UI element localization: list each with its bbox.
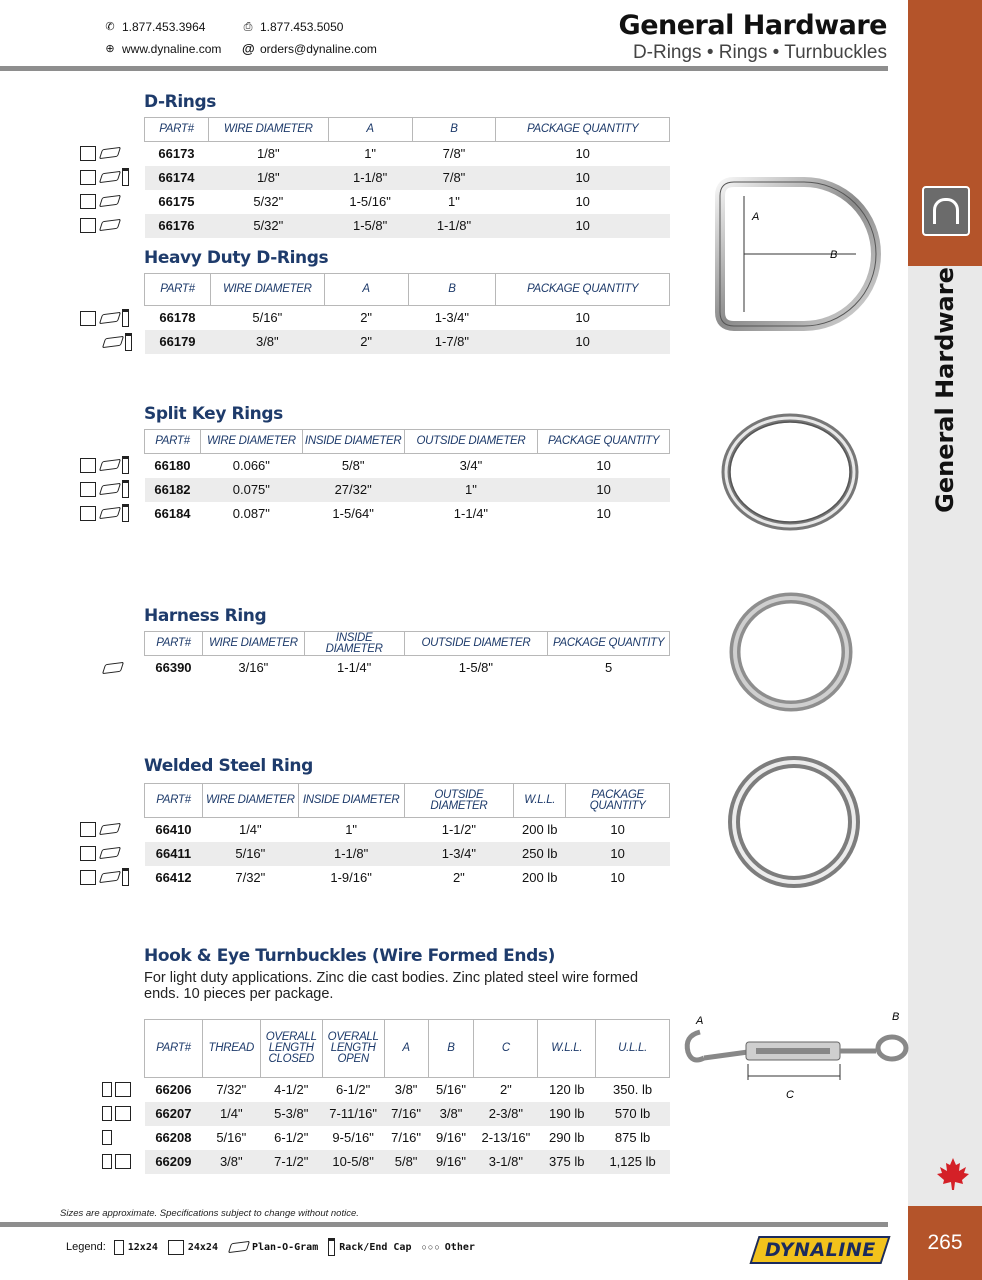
- box-12x24-icon: [102, 1154, 112, 1169]
- rack-end-cap-icon: [122, 868, 129, 886]
- table-cell: 10: [610, 870, 625, 885]
- box-24x24-icon: [80, 482, 96, 497]
- table-cell: 9-5/16": [332, 1130, 374, 1145]
- table-row: [145, 166, 670, 190]
- table-cell: 1-7/8": [408, 330, 496, 354]
- table-cell: 2-3/8": [474, 1102, 538, 1126]
- table-cell: 1-1/2": [441, 822, 476, 838]
- part-number: 66182: [145, 478, 201, 502]
- table-row: [145, 1150, 670, 1174]
- table-cell: 1-3/4": [434, 310, 470, 326]
- part-number: 66178: [159, 310, 196, 326]
- table-cell: 10: [575, 194, 590, 209]
- table-row: [145, 330, 670, 354]
- part-number: 66411: [145, 842, 203, 866]
- column-header: U.L.L.: [596, 1020, 670, 1078]
- column-header: PART#: [145, 1020, 203, 1078]
- table-cell: 1/4": [202, 1102, 260, 1126]
- part-number: 66209: [145, 1150, 203, 1174]
- part-number: 66173: [158, 146, 195, 162]
- package-type-icons: [80, 167, 129, 187]
- harness-ring-table: [144, 631, 670, 680]
- table-row: [145, 478, 670, 502]
- split-key-ring-image: [718, 412, 862, 532]
- package-type-icons: [80, 308, 129, 328]
- package-type-icons: [80, 191, 119, 211]
- column-header: OUTSIDE DIAMETER: [404, 784, 514, 818]
- section-title-split-rings: Split Key Rings: [144, 404, 283, 424]
- table-row: [145, 1102, 670, 1126]
- email-icon: @: [242, 41, 255, 56]
- table-cell: 190 lb: [538, 1102, 596, 1126]
- package-type-icons: [80, 143, 119, 163]
- table-header-row: [145, 1020, 670, 1078]
- table-cell: 2": [499, 1082, 512, 1098]
- column-header: A: [384, 1020, 428, 1078]
- column-header: PACKAGE QUANTITY: [566, 784, 670, 818]
- turnbuckles-description: For light duty applications. Zinc die cast bodies. Zinc plated steel wire formed ends. 10 pieces per package.: [144, 970, 639, 1002]
- table-row: [145, 1078, 670, 1102]
- column-header: PART#: [145, 430, 201, 454]
- rack-end-cap-icon: [328, 1238, 335, 1256]
- fax-number[interactable]: 1.877.453.5050: [260, 20, 344, 34]
- planogram-icon: [102, 662, 124, 674]
- legend-item-24x24: 24x24: [187, 1241, 218, 1253]
- box-12x24-icon: [102, 1082, 112, 1097]
- table-cell: 350. lb: [613, 1082, 653, 1098]
- box-24x24-icon: [115, 1082, 131, 1097]
- table-cell: 1-3/4": [404, 842, 514, 866]
- package-type-icons: [102, 332, 132, 352]
- table-header-row: [145, 118, 670, 142]
- column-header: WIRE DIAMETER: [208, 118, 328, 142]
- legend-item-12x24: 12x24: [127, 1241, 158, 1253]
- table-cell: 200 lb: [522, 822, 558, 838]
- table-cell: 5/16": [202, 842, 298, 866]
- table-header-row: [145, 784, 670, 818]
- column-header: INSIDE DIAMETER: [302, 430, 404, 454]
- planogram-icon: [99, 171, 121, 183]
- table-cell: 3/8": [394, 1082, 418, 1098]
- planogram-icon: [99, 195, 121, 207]
- contact-right: [242, 16, 377, 60]
- column-header: WIRE DIAMETER: [200, 430, 302, 454]
- part-number: 66180: [154, 458, 191, 474]
- tb-label-c: C: [786, 1089, 794, 1101]
- table-cell: 1": [448, 194, 460, 209]
- rack-end-cap-icon: [122, 480, 129, 498]
- planogram-icon: [99, 871, 121, 883]
- planogram-icon: [99, 507, 121, 519]
- table-cell: 6-1/2": [336, 1082, 371, 1098]
- planogram-icon: [99, 219, 121, 231]
- table-cell: 1": [364, 146, 377, 162]
- column-header: A: [328, 118, 412, 142]
- table-cell: 10: [575, 310, 590, 326]
- page-title: General Hardware: [618, 10, 887, 41]
- package-type-icons: [80, 819, 119, 839]
- page-subtitle: D-Rings • Rings • Turnbuckles: [632, 42, 887, 63]
- table-cell: 5/8": [341, 458, 365, 474]
- table-cell: 3-1/8": [474, 1150, 538, 1174]
- table-cell: 0.087": [232, 506, 270, 521]
- table-cell: 7-1/2": [260, 1150, 322, 1174]
- part-number: 66206: [155, 1082, 192, 1098]
- footer-divider: [0, 1222, 888, 1227]
- package-type-icons: [102, 1151, 131, 1171]
- legend-item-rack: Rack/End Cap: [339, 1241, 412, 1253]
- table-cell: 1/8": [256, 146, 280, 162]
- table-cell: 10-5/8": [322, 1150, 384, 1174]
- website-link[interactable]: www.dynaline.com: [122, 42, 222, 56]
- part-number: 66208: [155, 1130, 192, 1145]
- rack-end-cap-icon: [122, 309, 129, 327]
- table-cell: 1": [404, 478, 538, 502]
- table-cell: 120 lb: [549, 1082, 585, 1098]
- table-cell: 200 lb: [522, 870, 558, 885]
- table-header-row: [145, 274, 670, 306]
- box-12x24-icon: [114, 1240, 124, 1255]
- table-row: [145, 818, 670, 842]
- dring-label-a: A: [752, 211, 760, 223]
- table-cell: 2-13/16": [481, 1130, 531, 1145]
- table-cell: 1-1/4": [337, 660, 372, 676]
- tb-label-a: A: [696, 1015, 704, 1027]
- table-cell: 7/32": [235, 870, 266, 885]
- column-header: PART#: [145, 118, 209, 142]
- part-number: 66412: [155, 870, 192, 885]
- table-row: [145, 306, 670, 330]
- column-header: PART#: [145, 784, 203, 818]
- table-cell: 1-5/64": [332, 506, 374, 521]
- column-header: PACKAGE QUANTITY: [548, 632, 670, 656]
- table-cell: 7-11/16": [322, 1102, 384, 1126]
- table-cell: 10: [566, 842, 670, 866]
- table-cell: 5/32": [208, 214, 328, 238]
- table-cell: 375 lb: [538, 1150, 596, 1174]
- part-number: 66410: [155, 822, 192, 838]
- part-number: 66174: [145, 166, 209, 190]
- column-header: A: [324, 274, 408, 306]
- box-24x24-icon: [80, 311, 96, 326]
- table-cell: 27/32": [302, 478, 404, 502]
- table-cell: 1-5/8": [328, 214, 412, 238]
- rack-end-cap-icon: [122, 168, 129, 186]
- contact-left: [104, 16, 221, 60]
- part-number: 66176: [145, 214, 209, 238]
- table-cell: 3/16": [238, 660, 269, 676]
- package-type-icons: [80, 479, 129, 499]
- turnbuckle-image: [680, 1008, 910, 1104]
- package-type-icons: [80, 455, 129, 475]
- phone-icon: ✆: [105, 21, 115, 33]
- table-cell: 2": [452, 870, 465, 885]
- split-rings-table: [144, 429, 670, 526]
- dring-label-b: B: [830, 249, 838, 261]
- heavy-drings-table: [144, 273, 670, 354]
- table-cell: 9/16": [436, 1130, 466, 1145]
- rack-end-cap-icon: [122, 456, 129, 474]
- table-cell: 5/16": [436, 1082, 466, 1098]
- table-row: [145, 842, 670, 866]
- column-header: PACKAGE QUANTITY: [538, 430, 670, 454]
- table-cell: 875 lb: [614, 1130, 651, 1145]
- table-cell: 290 lb: [549, 1130, 585, 1145]
- part-number: 66184: [154, 506, 191, 521]
- column-header: C: [474, 1020, 538, 1078]
- column-header: PART#: [145, 632, 203, 656]
- table-row: [145, 866, 670, 890]
- table-cell: 1-5/8": [458, 660, 494, 676]
- table-row: [145, 190, 670, 214]
- table-cell: 7/16": [391, 1130, 422, 1145]
- table-cell: 10: [596, 458, 611, 474]
- welded-steel-ring-image: [726, 754, 862, 890]
- part-number: 66207: [145, 1102, 203, 1126]
- phone-number[interactable]: 1.877.453.3964: [122, 20, 206, 34]
- rack-end-cap-icon: [122, 504, 129, 522]
- table-row: [145, 656, 670, 680]
- column-header: PACKAGE QUANTITY: [496, 274, 670, 306]
- planogram-icon: [99, 459, 121, 471]
- email-link[interactable]: orders@dynaline.com: [260, 42, 377, 56]
- table-cell: 0.066": [232, 458, 270, 474]
- table-cell: 1,125 lb: [596, 1150, 670, 1174]
- legend-item-planogram: Plan-O-Gram: [251, 1241, 319, 1253]
- harness-ring-image: [728, 592, 854, 712]
- globe-icon: ⊕: [105, 43, 115, 55]
- table-cell: 10: [610, 822, 625, 838]
- box-24x24-icon: [80, 458, 96, 473]
- table-row: [145, 1126, 670, 1150]
- planogram-icon: [99, 483, 121, 495]
- package-type-icons: [80, 215, 119, 235]
- table-cell: 3/4": [459, 458, 483, 474]
- part-number: 66179: [145, 330, 211, 354]
- column-header: OVERALL LENGTH CLOSED: [260, 1020, 322, 1078]
- section-title-harness-ring: Harness Ring: [144, 606, 267, 626]
- table-row: [145, 502, 670, 526]
- box-24x24-icon: [80, 146, 96, 161]
- table-cell: 1-9/16": [330, 870, 372, 885]
- section-title-welded-ring: Welded Steel Ring: [144, 756, 313, 776]
- column-header: WIRE DIAMETER: [202, 632, 304, 656]
- legend-label: Legend:: [66, 1241, 106, 1253]
- column-header: INSIDE DIAMETER: [304, 632, 404, 656]
- logo-text: DYNALINE: [764, 1239, 876, 1261]
- table-cell: 3/8": [202, 1150, 260, 1174]
- table-cell: 3/8": [428, 1102, 474, 1126]
- column-header: OUTSIDE DIAMETER: [404, 430, 538, 454]
- box-24x24-icon: [80, 870, 96, 885]
- table-cell: 0.075": [200, 478, 302, 502]
- column-header: B: [412, 118, 496, 142]
- table-cell: 570 lb: [596, 1102, 670, 1126]
- table-cell: 7/8": [442, 146, 466, 162]
- table-cell: 10: [496, 330, 670, 354]
- box-12x24-icon: [102, 1130, 112, 1145]
- dynaline-logo: [749, 1236, 890, 1264]
- part-number: 66390: [155, 660, 192, 676]
- page-number: 265: [908, 1206, 982, 1280]
- table-cell: 2": [360, 310, 373, 326]
- section-title-turnbuckles: Hook & Eye Turnbuckles (Wire Formed Ends): [144, 946, 555, 966]
- table-cell: 1-5/16": [349, 194, 391, 209]
- table-cell: 1-1/8": [412, 214, 496, 238]
- table-cell: 1/8": [208, 166, 328, 190]
- rack-end-cap-icon: [125, 333, 132, 351]
- planogram-icon: [102, 336, 124, 348]
- column-header: PACKAGE QUANTITY: [496, 118, 670, 142]
- table-cell: 10: [496, 166, 670, 190]
- table-cell: 5/32": [253, 194, 284, 209]
- table-cell: 9/16": [428, 1150, 474, 1174]
- legend-item-other: Other: [444, 1241, 475, 1253]
- box-24x24-icon: [80, 846, 96, 861]
- disclaimer-note: Sizes are approximate. Specifications subject to change without notice.: [60, 1208, 359, 1219]
- drings-table: [144, 117, 670, 238]
- column-header: THREAD: [202, 1020, 260, 1078]
- column-header: WIRE DIAMETER: [202, 784, 298, 818]
- column-header: INSIDE DIAMETER: [298, 784, 404, 818]
- column-header: OUTSIDE DIAMETER: [404, 632, 548, 656]
- table-cell: 1/4": [238, 822, 262, 838]
- table-cell: 4-1/2": [274, 1082, 309, 1098]
- column-header: WIRE DIAMETER: [210, 274, 324, 306]
- planogram-icon: [99, 312, 121, 324]
- package-type-icons: [102, 1079, 131, 1099]
- table-cell: 5-3/8": [260, 1102, 322, 1126]
- table-cell: 5/8": [384, 1150, 428, 1174]
- table-cell: 1": [345, 822, 358, 838]
- box-24x24-icon: [115, 1106, 131, 1121]
- table-row: [145, 214, 670, 238]
- table-cell: 250 lb: [514, 842, 566, 866]
- part-number: 66175: [158, 194, 195, 209]
- table-cell: 5/16": [252, 310, 283, 326]
- column-header: W.L.L.: [538, 1020, 596, 1078]
- box-24x24-icon: [80, 170, 96, 185]
- table-cell: 5/16": [216, 1130, 247, 1145]
- table-cell: 10: [538, 478, 670, 502]
- table-cell: 7/32": [216, 1082, 247, 1098]
- table-cell: 3/8": [210, 330, 324, 354]
- table-row: [145, 454, 670, 478]
- box-24x24-icon: [115, 1154, 131, 1169]
- other-icon: ○○○: [421, 1242, 441, 1252]
- column-header: B: [408, 274, 496, 306]
- planogram-icon: [99, 823, 121, 835]
- tb-label-b: B: [892, 1011, 900, 1023]
- package-type-icons: [80, 843, 119, 863]
- planogram-icon: [99, 147, 121, 159]
- package-type-icons: [80, 867, 129, 887]
- box-24x24-icon: [80, 194, 96, 209]
- fax-icon: ⎙: [243, 21, 253, 33]
- table-cell: 10: [575, 146, 590, 162]
- column-header: W.L.L.: [514, 784, 566, 818]
- package-type-icons: [102, 1103, 131, 1123]
- table-cell: 1-1/8": [328, 166, 412, 190]
- planogram-icon: [228, 1241, 250, 1253]
- box-12x24-icon: [102, 1106, 112, 1121]
- table-cell: 10: [496, 214, 670, 238]
- box-24x24-icon: [80, 506, 96, 521]
- package-type-icons: [102, 658, 122, 678]
- table-cell: 2": [324, 330, 408, 354]
- table-cell: 6-1/2": [274, 1130, 309, 1145]
- side-category-label: General Hardware: [931, 267, 959, 513]
- box-24x24-icon: [168, 1240, 184, 1255]
- section-title-heavy-drings: Heavy Duty D-Rings: [144, 248, 329, 268]
- section-title-drings: D-Rings: [144, 92, 216, 112]
- box-24x24-icon: [80, 218, 96, 233]
- planogram-icon: [99, 847, 121, 859]
- column-header: OVERALL LENGTH OPEN: [322, 1020, 384, 1078]
- legend: [66, 1238, 481, 1256]
- column-header: B: [428, 1020, 474, 1078]
- package-type-icons: [102, 1127, 112, 1147]
- table-cell: 1-1/8": [298, 842, 404, 866]
- welded-ring-table: [144, 783, 670, 890]
- package-type-icons: [80, 503, 129, 523]
- maple-leaf-icon: [936, 1156, 970, 1192]
- d-ring-image: [706, 168, 886, 344]
- table-cell: 10: [596, 506, 611, 521]
- table-cell: 5: [605, 660, 613, 676]
- hardware-category-icon: [922, 186, 970, 236]
- column-header: PART#: [145, 274, 211, 306]
- turnbuckles-table: [144, 1019, 670, 1174]
- table-cell: 7/8": [412, 166, 496, 190]
- table-header-row: [145, 430, 670, 454]
- table-cell: 1-1/4": [453, 506, 489, 521]
- header-divider: [0, 66, 888, 71]
- table-header-row: [145, 632, 670, 656]
- table-row: [145, 142, 670, 166]
- box-24x24-icon: [80, 822, 96, 837]
- table-cell: 7/16": [384, 1102, 428, 1126]
